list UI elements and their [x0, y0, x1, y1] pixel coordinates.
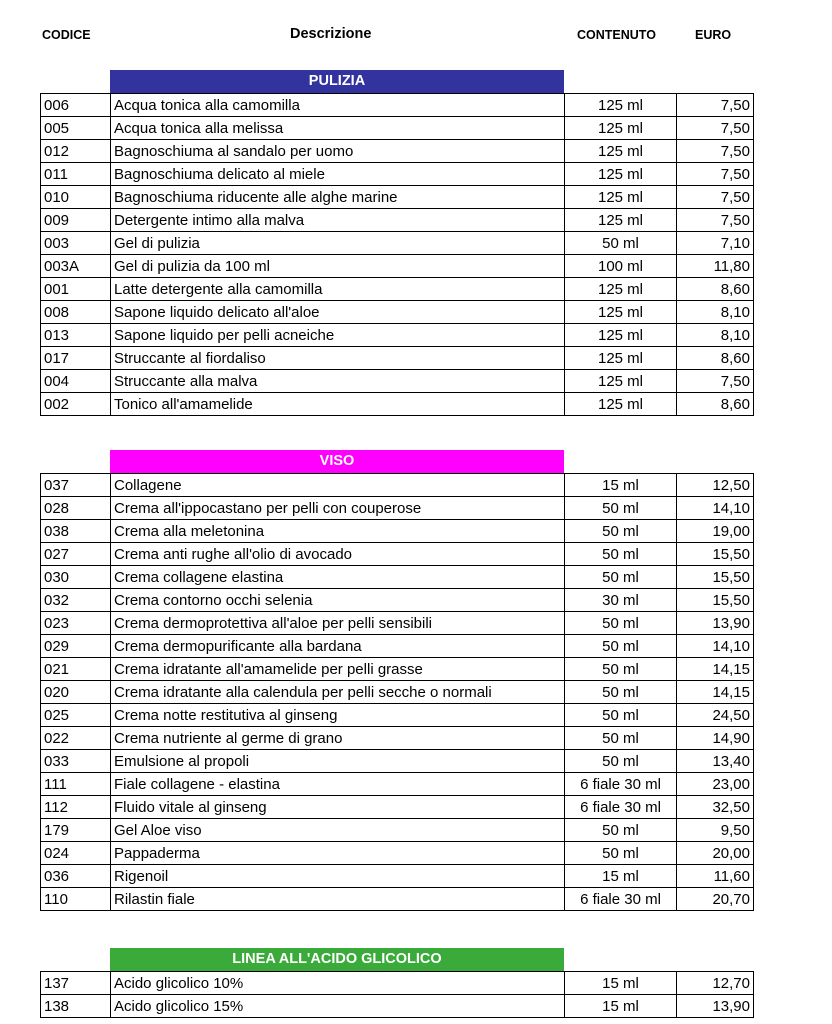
- product-content: 125 ml: [565, 209, 677, 232]
- product-content: 125 ml: [565, 301, 677, 324]
- product-content: 6 fiale 30 ml: [565, 888, 677, 911]
- product-code: 005: [41, 117, 111, 140]
- product-code: 027: [41, 543, 111, 566]
- product-table: [40, 971, 754, 1018]
- product-table: [40, 93, 754, 416]
- product-description: Bagnoschiuma riducente alle alghe marine: [111, 186, 565, 209]
- product-description: Acido glicolico 10%: [111, 972, 565, 995]
- table-row: [41, 865, 754, 888]
- product-description: Pappaderma: [111, 842, 565, 865]
- product-price: 7,10: [677, 232, 754, 255]
- product-content: 15 ml: [565, 474, 677, 497]
- product-content: 50 ml: [565, 566, 677, 589]
- table-row: [41, 140, 754, 163]
- product-code: 021: [41, 658, 111, 681]
- product-price: 15,50: [677, 589, 754, 612]
- product-code: 004: [41, 370, 111, 393]
- header-descrizione: Descrizione: [290, 26, 372, 42]
- product-description: Crema collagene elastina: [111, 566, 565, 589]
- product-price: 13,90: [677, 995, 754, 1018]
- product-price: 8,10: [677, 301, 754, 324]
- product-description: Bagnoschiuma al sandalo per uomo: [111, 140, 565, 163]
- product-content: 50 ml: [565, 658, 677, 681]
- product-code: 137: [41, 972, 111, 995]
- product-content: 50 ml: [565, 497, 677, 520]
- product-content: 50 ml: [565, 842, 677, 865]
- product-content: 50 ml: [565, 232, 677, 255]
- product-description: Latte detergente alla camomilla: [111, 278, 565, 301]
- product-code: 111: [41, 773, 111, 796]
- product-price: 20,00: [677, 842, 754, 865]
- product-code: 011: [41, 163, 111, 186]
- product-code: 009: [41, 209, 111, 232]
- product-content: 15 ml: [565, 995, 677, 1018]
- product-description: Rigenoil: [111, 865, 565, 888]
- product-description: Crema anti rughe all'olio di avocado: [111, 543, 565, 566]
- table-row: [41, 972, 754, 995]
- product-price: 8,10: [677, 324, 754, 347]
- product-code: 023: [41, 612, 111, 635]
- product-description: Crema contorno occhi selenia: [111, 589, 565, 612]
- product-description: Acido glicolico 15%: [111, 995, 565, 1018]
- product-price: 23,00: [677, 773, 754, 796]
- product-content: 125 ml: [565, 94, 677, 117]
- section-banner: VISO: [110, 450, 564, 473]
- product-code: 013: [41, 324, 111, 347]
- table-row: [41, 347, 754, 370]
- table-row: [41, 497, 754, 520]
- product-description: Collagene: [111, 474, 565, 497]
- product-description: Sapone liquido delicato all'aloe: [111, 301, 565, 324]
- table-row: [41, 589, 754, 612]
- product-price: 14,10: [677, 497, 754, 520]
- table-row: [41, 255, 754, 278]
- table-row: [41, 727, 754, 750]
- table-row: [41, 888, 754, 911]
- product-content: 6 fiale 30 ml: [565, 796, 677, 819]
- product-content: 50 ml: [565, 727, 677, 750]
- table-row: [41, 750, 754, 773]
- table-row: [41, 842, 754, 865]
- product-code: 002: [41, 393, 111, 416]
- product-price: 9,50: [677, 819, 754, 842]
- product-description: Crema dermopurificante alla bardana: [111, 635, 565, 658]
- product-code: 029: [41, 635, 111, 658]
- product-code: 112: [41, 796, 111, 819]
- product-price: 14,15: [677, 681, 754, 704]
- product-content: 125 ml: [565, 370, 677, 393]
- table-row: [41, 566, 754, 589]
- table-row: [41, 393, 754, 416]
- product-content: 125 ml: [565, 140, 677, 163]
- product-content: 100 ml: [565, 255, 677, 278]
- product-price: 8,60: [677, 347, 754, 370]
- product-description: Fiale collagene - elastina: [111, 773, 565, 796]
- product-code: 012: [41, 140, 111, 163]
- product-description: Crema alla meletonina: [111, 520, 565, 543]
- product-price: 7,50: [677, 370, 754, 393]
- product-content: 125 ml: [565, 117, 677, 140]
- product-price: 15,50: [677, 566, 754, 589]
- product-description: Gel di pulizia: [111, 232, 565, 255]
- table-row: [41, 209, 754, 232]
- product-price: 7,50: [677, 209, 754, 232]
- product-description: Sapone liquido per pelli acneiche: [111, 324, 565, 347]
- product-price: 19,00: [677, 520, 754, 543]
- product-code: 024: [41, 842, 111, 865]
- product-description: Rilastin fiale: [111, 888, 565, 911]
- table-row: [41, 186, 754, 209]
- table-row: [41, 232, 754, 255]
- table-row: [41, 819, 754, 842]
- product-code: 028: [41, 497, 111, 520]
- table-row: [41, 704, 754, 727]
- table-row: [41, 324, 754, 347]
- product-description: Crema dermoprotettiva all'aloe per pelli sensibili: [111, 612, 565, 635]
- product-content: 50 ml: [565, 520, 677, 543]
- table-row: [41, 658, 754, 681]
- product-price: 14,10: [677, 635, 754, 658]
- product-price: 20,70: [677, 888, 754, 911]
- table-row: [41, 543, 754, 566]
- table-row: [41, 635, 754, 658]
- product-code: 020: [41, 681, 111, 704]
- product-description: Crema notte restitutiva al ginseng: [111, 704, 565, 727]
- table-row: [41, 163, 754, 186]
- product-description: Struccante alla malva: [111, 370, 565, 393]
- table-row: [41, 520, 754, 543]
- product-content: 125 ml: [565, 393, 677, 416]
- product-price: 14,90: [677, 727, 754, 750]
- product-code: 017: [41, 347, 111, 370]
- table-row: [41, 796, 754, 819]
- product-content: 6 fiale 30 ml: [565, 773, 677, 796]
- product-description: Acqua tonica alla camomilla: [111, 94, 565, 117]
- product-code: 032: [41, 589, 111, 612]
- product-description: Crema all'ippocastano per pelli con couperose: [111, 497, 565, 520]
- product-code: 025: [41, 704, 111, 727]
- product-price: 7,50: [677, 186, 754, 209]
- table-row: [41, 474, 754, 497]
- product-code: 003A: [41, 255, 111, 278]
- product-content: 15 ml: [565, 865, 677, 888]
- product-description: Tonico all'amamelide: [111, 393, 565, 416]
- header-codice: CODICE: [42, 28, 91, 42]
- table-row: [41, 370, 754, 393]
- product-content: 125 ml: [565, 278, 677, 301]
- product-price: 8,60: [677, 278, 754, 301]
- product-price: 15,50: [677, 543, 754, 566]
- product-price: 24,50: [677, 704, 754, 727]
- product-description: Crema idratante alla calendula per pelli secche o normali: [111, 681, 565, 704]
- header-euro: EURO: [695, 28, 732, 42]
- product-description: Crema nutriente al germe di grano: [111, 727, 565, 750]
- product-code: 001: [41, 278, 111, 301]
- product-code: 036: [41, 865, 111, 888]
- product-price: 32,50: [677, 796, 754, 819]
- product-description: Gel Aloe viso: [111, 819, 565, 842]
- product-code: 138: [41, 995, 111, 1018]
- product-description: Struccante al fiordaliso: [111, 347, 565, 370]
- table-row: [41, 612, 754, 635]
- product-content: 50 ml: [565, 635, 677, 658]
- product-code: 033: [41, 750, 111, 773]
- table-row: [41, 117, 754, 140]
- header-contenuto: CONTENUTO: [577, 28, 656, 42]
- product-content: 125 ml: [565, 324, 677, 347]
- product-code: 003: [41, 232, 111, 255]
- product-description: Emulsione al propoli: [111, 750, 565, 773]
- product-description: Fluido vitale al ginseng: [111, 796, 565, 819]
- product-code: 030: [41, 566, 111, 589]
- product-code: 006: [41, 94, 111, 117]
- section-banner: LINEA ALL'ACIDO GLICOLICO: [110, 948, 564, 971]
- product-code: 037: [41, 474, 111, 497]
- product-code: 038: [41, 520, 111, 543]
- product-content: 125 ml: [565, 347, 677, 370]
- product-description: Gel di pulizia da 100 ml: [111, 255, 565, 278]
- table-row: [41, 681, 754, 704]
- product-content: 30 ml: [565, 589, 677, 612]
- product-price: 14,15: [677, 658, 754, 681]
- product-code: 110: [41, 888, 111, 911]
- product-code: 179: [41, 819, 111, 842]
- product-content: 50 ml: [565, 750, 677, 773]
- product-description: Acqua tonica alla melissa: [111, 117, 565, 140]
- product-content: 50 ml: [565, 819, 677, 842]
- product-price: 11,60: [677, 865, 754, 888]
- table-row: [41, 94, 754, 117]
- table-row: [41, 301, 754, 324]
- product-content: 50 ml: [565, 704, 677, 727]
- product-code: 022: [41, 727, 111, 750]
- product-price: 12,50: [677, 474, 754, 497]
- product-price: 7,50: [677, 117, 754, 140]
- product-price: 7,50: [677, 163, 754, 186]
- product-price: 7,50: [677, 140, 754, 163]
- product-price: 11,80: [677, 255, 754, 278]
- product-price: 13,90: [677, 612, 754, 635]
- product-price: 12,70: [677, 972, 754, 995]
- product-description: Bagnoschiuma delicato al miele: [111, 163, 565, 186]
- table-row: [41, 995, 754, 1018]
- product-price: 13,40: [677, 750, 754, 773]
- table-row: [41, 278, 754, 301]
- product-code: 010: [41, 186, 111, 209]
- product-table: [40, 473, 754, 911]
- product-price: 8,60: [677, 393, 754, 416]
- product-content: 125 ml: [565, 186, 677, 209]
- product-code: 008: [41, 301, 111, 324]
- section-banner: PULIZIA: [110, 70, 564, 93]
- product-content: 15 ml: [565, 972, 677, 995]
- product-price: 7,50: [677, 94, 754, 117]
- product-content: 50 ml: [565, 612, 677, 635]
- product-content: 50 ml: [565, 543, 677, 566]
- product-content: 50 ml: [565, 681, 677, 704]
- table-row: [41, 773, 754, 796]
- product-description: Detergente intimo alla malva: [111, 209, 565, 232]
- product-description: Crema idratante all'amamelide per pelli grasse: [111, 658, 565, 681]
- product-content: 125 ml: [565, 163, 677, 186]
